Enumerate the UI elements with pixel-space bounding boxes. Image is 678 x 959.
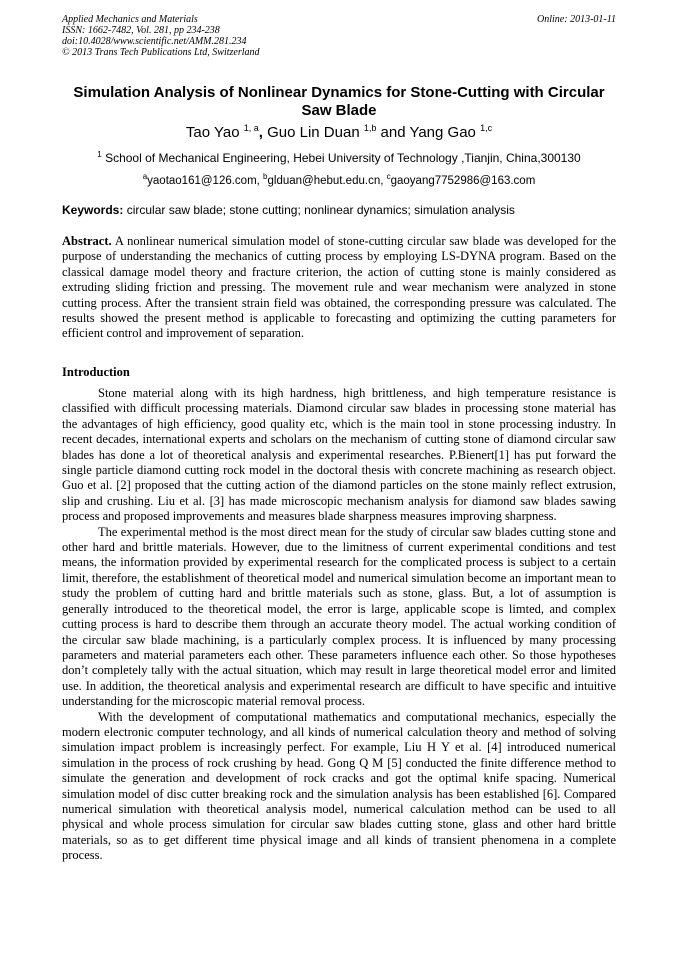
paper-title: Simulation Analysis of Nonlinear Dynamics for Stone-Cutting with Circular Saw Blade bbox=[73, 84, 605, 119]
introduction-body bbox=[62, 386, 616, 864]
email-marker: b bbox=[263, 172, 268, 181]
affiliation-text: School of Mechanical Engineering, Hebei University of Technology ,Tianjin, China,300130 bbox=[101, 151, 581, 165]
author-list bbox=[62, 124, 616, 142]
doi-line: doi:10.4028/www.scientific.net/AMM.281.234 bbox=[62, 36, 247, 47]
paragraph: The experimental method is the most direct mean for the study of circular saw blades cutting stone and other hard and brittle materials. However, due to the limitness of current experimental conditions and test means, the information provided by experimental research for the complicated process is subject to a certain limit, therefore, the establishment of theoretical model and numerical simulation become an important mean to study the problem of cutting hard and brittle materials such as stone, glass. But, a lot of assumption is generally introduced to the theoretical model, the error is large, applicable scope is limted, and complex cutting process is hard to describe them through an accurate theory model. The actual working condition of the circular saw blade machining, is a particularly complex process. It is influenced by many processing parameters and material parameters each other. These parameters influence each other. So those hypotheses don’t completely tally with the actual situation, which may result in large theoretical model error and limited use. In addition, the theoretical analysis and experimental research are difficult to have specific and intuitive understanding for the microscopic material removal process. bbox=[62, 524, 616, 709]
journal-metadata bbox=[62, 14, 260, 58]
affiliation-number: 1 bbox=[97, 150, 102, 159]
author-separator: , bbox=[258, 124, 268, 141]
email-address: gaoyang7752986@163.com bbox=[390, 175, 536, 187]
email-address: glduan@hebut.edu.cn, bbox=[267, 175, 387, 187]
journal-name: Applied Mechanics and Materials bbox=[62, 14, 198, 25]
online-date: Online: 2013-01-11 bbox=[537, 14, 616, 25]
author-superscript: 1,b bbox=[363, 123, 377, 133]
author-superscript: 1, a bbox=[243, 123, 259, 133]
email-marker: c bbox=[386, 172, 391, 181]
affiliation bbox=[62, 151, 616, 166]
email-marker: a bbox=[142, 172, 148, 181]
paragraph: With the development of computational mathematics and computational mechanics, especially the modern electronic computer technology, and all kinds of numerical calculation theory and method of solving simulation impact problem is increasingly perfect. For example, Liu H Y et al. [4] introduced numerical simulation in the process of rock crushing by head. Gong Q M [5] conducted the finite difference method to simulate the generation and development of rock cracks and got the optimal knife spacing. Numerical simulation model of disc cutter breaking rock and the simulation analysis has been established [6]. Compared numerical simulation with theoretical analysis model, numerical calculation method can be used to all physical and whole process simulation for circular saw blades cutting stone, glass and other hard brittle materials, so as to get different time physical image and all kinds of transient phenomena in a complete process. bbox=[62, 709, 616, 863]
abstract-text: A nonlinear numerical simulation model of stone-cutting circular saw blade was developed for the purpose of understanding the mechanics of cutting process by employing LS-DYNA program. Based on the classical damage model theory and fracture criterion, the action of cutting stone is mainly considered as extruding sliding friction and pressing. The movement rule and wear mechanism were analyzed in stone cutting process. After the transient strain field was obtained, the corresponding pressure was calculated. The results showed the present method is applicable to forecasting and optimizing the cutting parameters for efficient control and improvement of separation. bbox=[62, 234, 616, 341]
author-separator: and bbox=[376, 124, 410, 141]
keywords bbox=[62, 203, 616, 218]
issn-line: ISSN: 1662-7482, Vol. 281, pp 234-238 bbox=[62, 25, 220, 36]
email-address: yaotao161@126.com, bbox=[147, 175, 264, 187]
author-superscript: 1,c bbox=[480, 123, 493, 133]
paragraph: Stone material along with its high hardness, high brittleness, and high temperature resistance is classified with difficult processing materials. Diamond circular saw blades in processing stone material has the advantages of high efficiency, good quality etc, which is the main tool in stone processing industry. In recent decades, international experts and scholars on the mechanism of cutting stone of diamond circular saw blades has done a lot of theoretical analysis and experimental researches. P.Bienert[1] has put forward the single particle diamond cutting rock model in the doctoral thesis with concrete machining as research object. Guo et al. [2] proposed that the cutting action of the diamond particles on the stone mainly reflect extrusion, slip and crushing. Liu et al. [3] has made microscopic mechanism analysis for diamond saw blades sawing process and proposed improvements and measures blade sharpness measures improving sharpness. bbox=[62, 386, 616, 524]
author-name: Yang Gao bbox=[409, 124, 476, 141]
abstract bbox=[62, 234, 616, 342]
copyright-line: © 2013 Trans Tech Publications Ltd, Switzerland bbox=[62, 47, 260, 58]
keywords-label: Keywords: bbox=[62, 203, 124, 217]
abstract-label: Abstract. bbox=[62, 234, 112, 248]
keywords-text: circular saw blade; stone cutting; nonlinear dynamics; simulation analysis bbox=[123, 203, 515, 217]
author-name: Tao Yao bbox=[185, 124, 240, 141]
author-emails bbox=[62, 174, 616, 189]
section-heading-introduction: Introduction bbox=[62, 365, 130, 379]
author-name: Guo Lin Duan bbox=[267, 124, 360, 141]
